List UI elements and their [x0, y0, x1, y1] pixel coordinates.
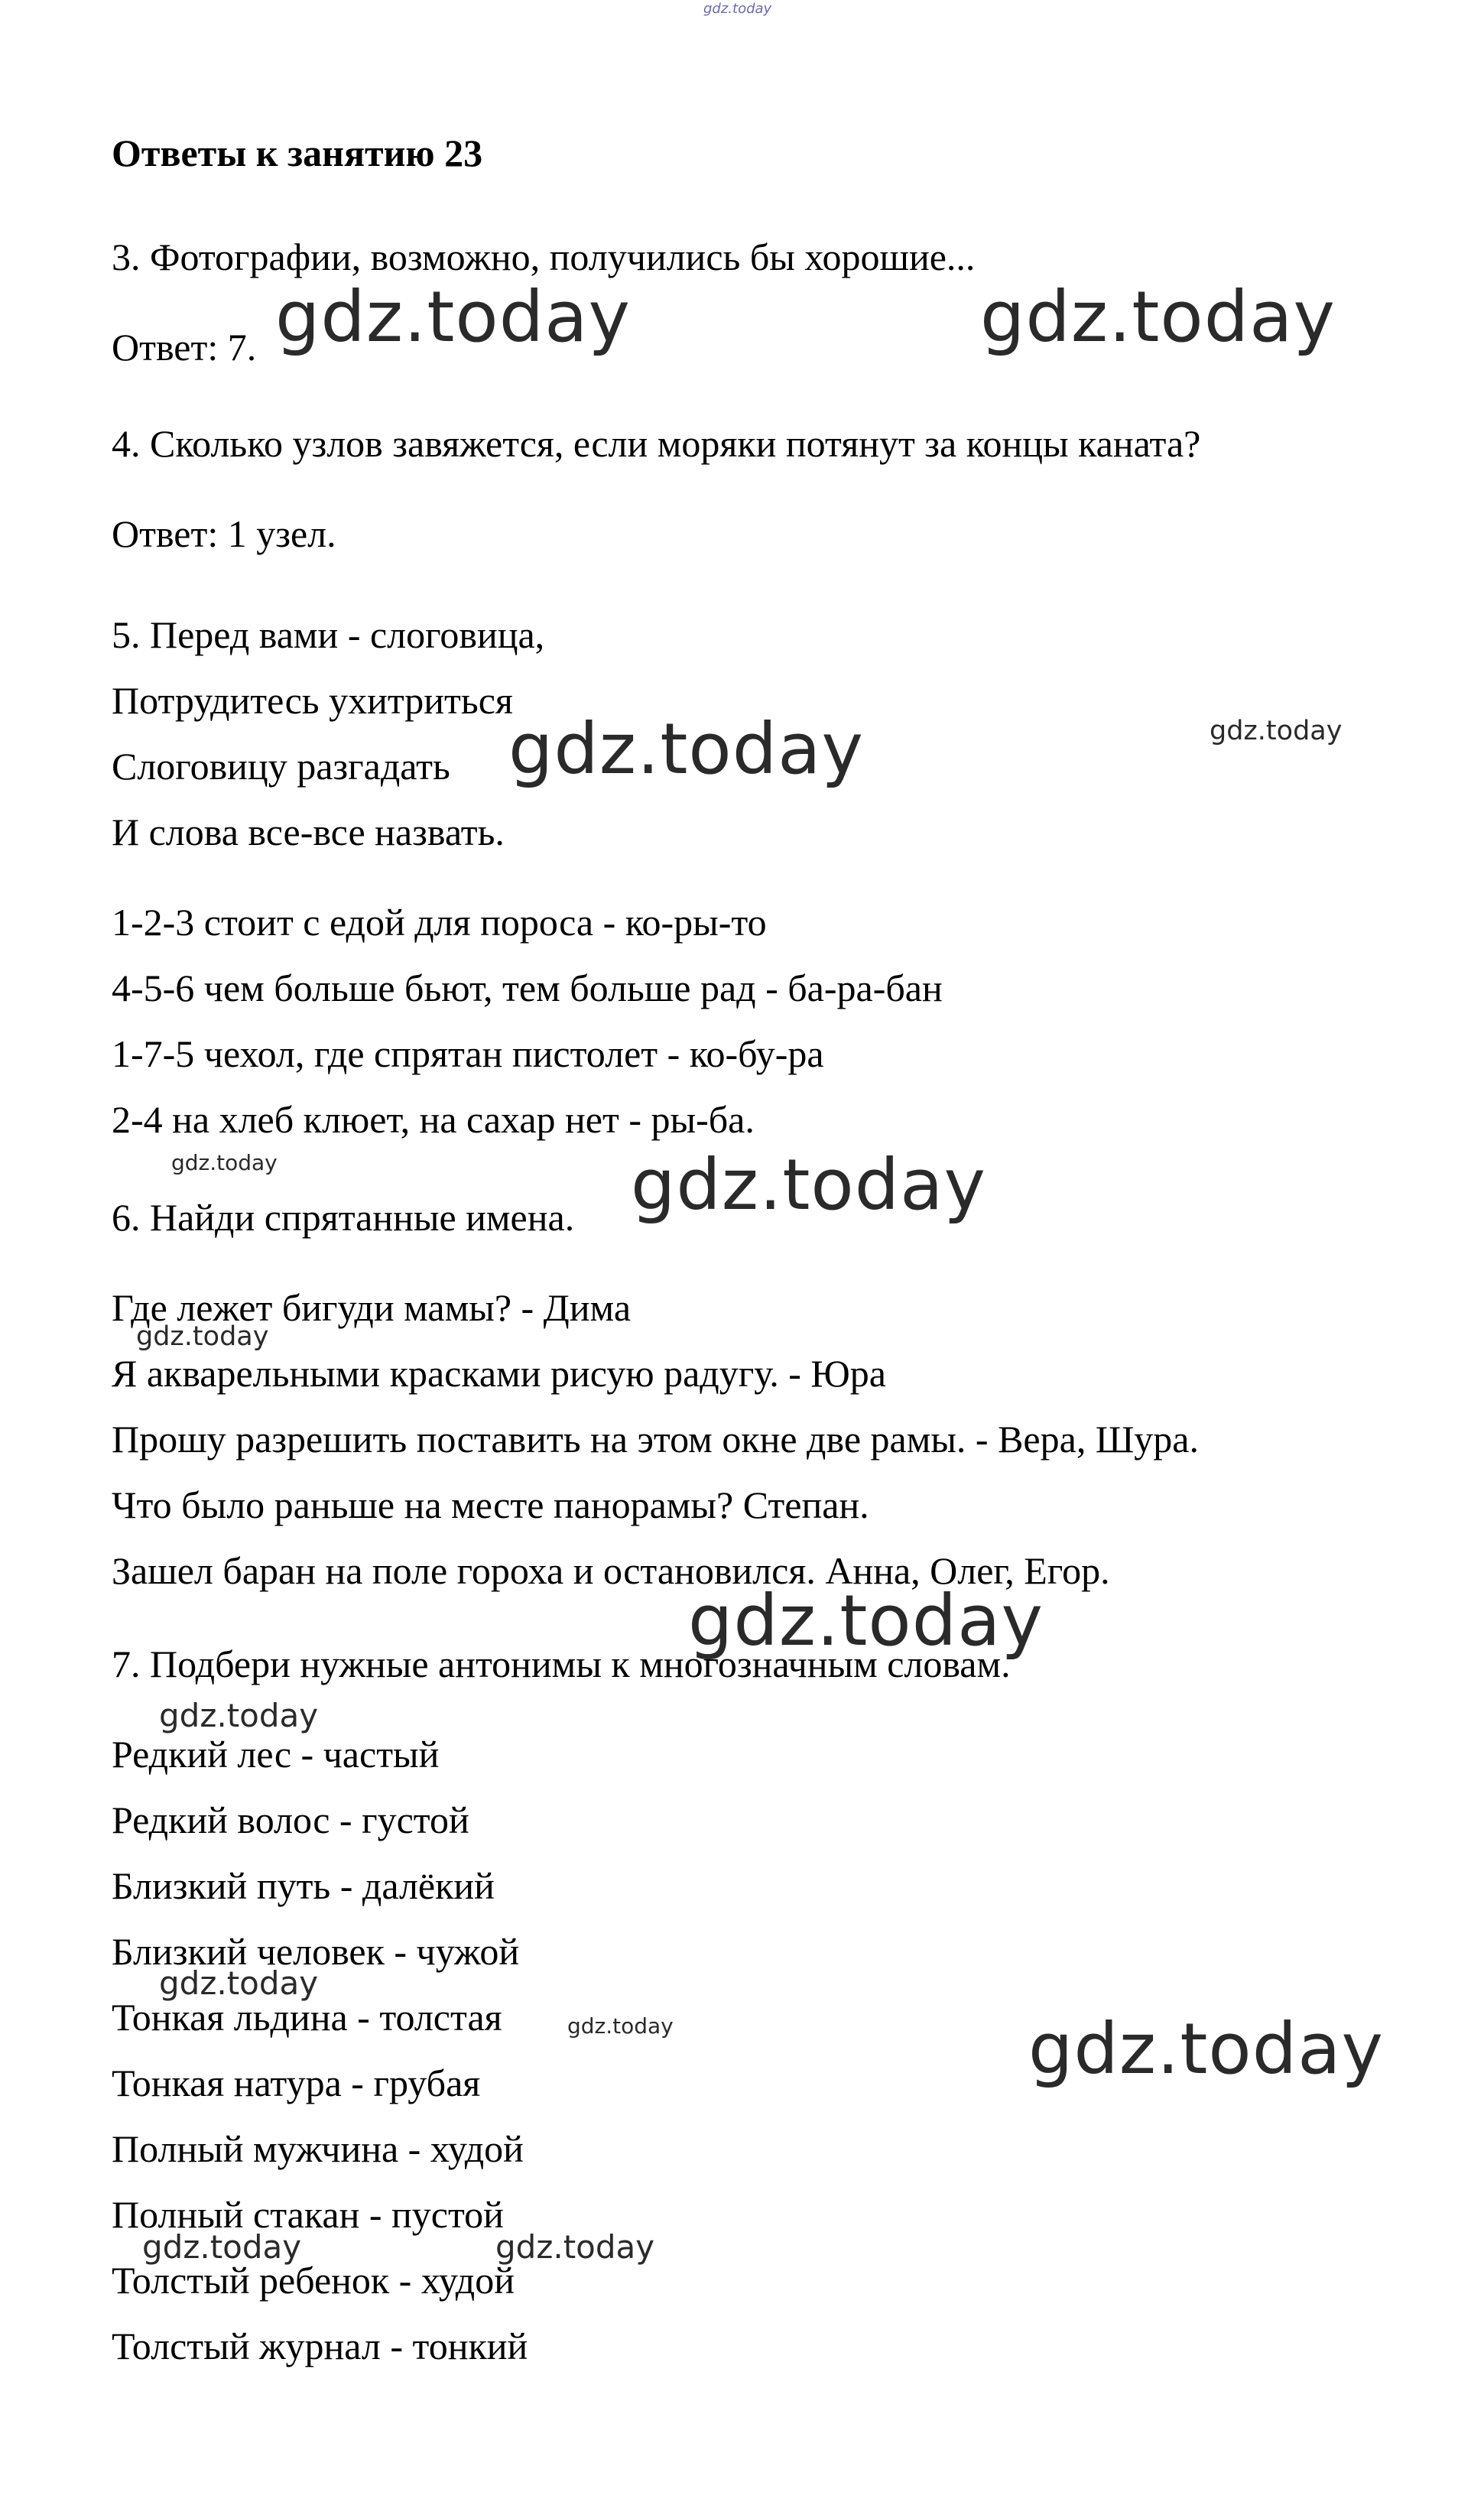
- task-7-answer-5: Тонкая льдина - толстая: [112, 1996, 502, 2039]
- task-6-answer-3: Прошу разрешить поставить на этом окне две рамы. - Вера, Шура.: [112, 1418, 1199, 1461]
- task-4-answer: Ответ: 1 узел.: [112, 512, 336, 555]
- watermark: gdz.today: [142, 2228, 302, 2266]
- watermark: gdz.today: [495, 2228, 655, 2266]
- watermark: gdz.today: [171, 1150, 278, 1175]
- watermark: gdz.today: [688, 1580, 1044, 1662]
- task-7-answer-1: Редкий лес - частый: [112, 1733, 440, 1776]
- task-7-answer-3: Близкий путь - далёкий: [112, 1864, 495, 1907]
- task-6-answer-5: Зашел баран на поле гороха и остановился. Анна, Олег, Егор.: [112, 1549, 1110, 1592]
- task-5-answer-1: 1-2-3 стоит с едой для пороса - ко-ры-то: [112, 901, 767, 944]
- task-6-question: 6. Найди спрятанные имена.: [112, 1196, 575, 1239]
- watermark: gdz.today: [159, 1697, 319, 1734]
- task-4-question: 4. Сколько узлов завяжется, если моряки потянут за концы каната?: [112, 422, 1201, 465]
- watermark: gdz.today: [1210, 716, 1343, 746]
- task-7-answer-2: Редкий волос - густой: [112, 1799, 469, 1841]
- watermark: gdz.today: [508, 708, 864, 790]
- watermark: gdz.today: [980, 276, 1336, 358]
- watermark: gdz.today: [567, 2013, 674, 2039]
- task-6-answer-4: Что было раньше на месте панорамы? Степан.: [112, 1483, 869, 1526]
- task-3-answer: Ответ: 7.: [112, 326, 257, 369]
- task-5-line-3: Слоговицу разгадать: [112, 745, 450, 788]
- watermark: gdz.today: [1028, 2008, 1384, 2090]
- watermark: gdz.today: [631, 1144, 986, 1226]
- watermark: gdz.today: [275, 276, 631, 358]
- task-7-answer-10: Толстый журнал - тонкий: [112, 2325, 528, 2367]
- task-5-line-2: Потрудитесь ухитриться: [112, 679, 513, 722]
- task-7-question: 7. Подбери нужные антонимы к многозначным словам.: [112, 1643, 1011, 1685]
- task-7-answer-8: Полный стакан - пустой: [112, 2193, 504, 2236]
- watermark: gdz.today: [136, 1321, 269, 1352]
- task-3-question: 3. Фотографии, возможно, получились бы хорошие...: [112, 236, 976, 278]
- page-title: Ответы к занятию 23: [112, 132, 483, 174]
- task-7-answer-9: Толстый ребенок - худой: [112, 2259, 515, 2302]
- task-7-answer-6: Тонкая натура - грубая: [112, 2062, 481, 2104]
- watermark-top: gdz.today: [703, 1, 772, 17]
- task-6-answer-1: Где лежет бигуди мамы? - Дима: [112, 1286, 632, 1329]
- task-5-answer-3: 1-7-5 чехол, где спрятан пистолет - ко-бу-ра: [112, 1032, 824, 1075]
- task-7-answer-7: Полный мужчина - худой: [112, 2127, 524, 2170]
- task-5-line-1: 5. Перед вами - слоговица,: [112, 613, 545, 656]
- task-5-answer-4: 2-4 на хлеб клюет, на сахар нет - ры-ба.: [112, 1098, 755, 1141]
- task-7-answer-4: Близкий человек - чужой: [112, 1930, 520, 1973]
- task-5-answer-2: 4-5-6 чем больше бьют, тем больше рад - ба-ра-бан: [112, 967, 943, 1009]
- watermark: gdz.today: [159, 1964, 319, 2002]
- task-6-answer-2: Я акварельными красками рисую радугу. - Юра: [112, 1352, 886, 1395]
- task-5-line-4: И слова все-все назвать.: [112, 811, 505, 853]
